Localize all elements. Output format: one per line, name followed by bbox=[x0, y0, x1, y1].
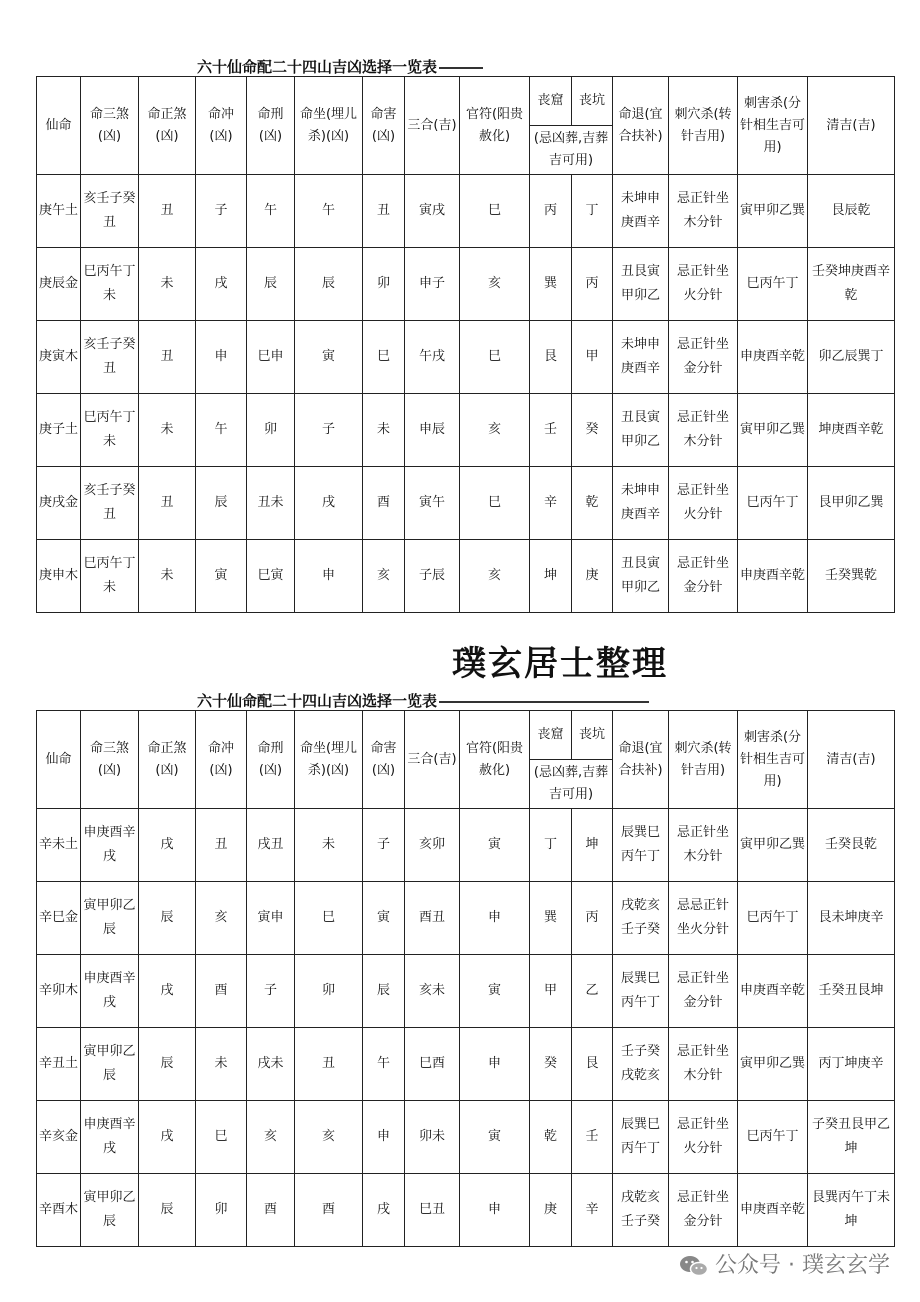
header-xianming: 仙命 bbox=[37, 77, 81, 175]
cell-cihaisha: 巳丙午丁 bbox=[738, 1101, 808, 1174]
header-minghai: 命害(凶) bbox=[363, 711, 405, 809]
cell-mingchong: 子 bbox=[196, 175, 247, 248]
cell-cixuesha: 忌正针坐金分针 bbox=[669, 540, 738, 613]
cell-mingzhengsha: 未 bbox=[139, 394, 196, 467]
cell-mingtui: 未坤申庚酉辛 bbox=[613, 467, 669, 540]
cell-qingji: 丙丁坤庚辛 bbox=[808, 1028, 895, 1101]
cell-cixuesha: 忌正针坐金分针 bbox=[669, 955, 738, 1028]
cell-xianming: 庚寅木 bbox=[37, 321, 81, 394]
cell-mingzuo: 酉 bbox=[295, 1174, 363, 1247]
cell-cihaisha: 巳丙午丁 bbox=[738, 248, 808, 321]
cell-xianming: 庚辰金 bbox=[37, 248, 81, 321]
cell-mingtui: 戌乾亥壬子癸 bbox=[613, 882, 669, 955]
cell-sangku: 庚 bbox=[530, 1174, 572, 1247]
cell-cihaisha: 寅甲卯乙巽 bbox=[738, 394, 808, 467]
cell-mingzhengsha: 戌 bbox=[139, 955, 196, 1028]
cell-cixuesha: 忌正针坐火分针 bbox=[669, 467, 738, 540]
cell-mingxing: 酉 bbox=[247, 1174, 295, 1247]
header-mingtui: 命退(宜合扶补) bbox=[613, 77, 669, 175]
table-row bbox=[37, 1174, 895, 1247]
cell-mingchong: 卯 bbox=[196, 1174, 247, 1247]
cell-guanfu: 申 bbox=[460, 1174, 530, 1247]
cell-guanfu: 申 bbox=[460, 1028, 530, 1101]
cell-minghai: 巳 bbox=[363, 321, 405, 394]
cell-guanfu: 巳 bbox=[460, 467, 530, 540]
cell-mingzhengsha: 丑 bbox=[139, 321, 196, 394]
cell-mingzuo: 辰 bbox=[295, 248, 363, 321]
cell-qingji: 壬癸巽乾 bbox=[808, 540, 895, 613]
cell-xianming: 庚申木 bbox=[37, 540, 81, 613]
cell-mingchong: 酉 bbox=[196, 955, 247, 1028]
cell-cihaisha: 申庚酉辛乾 bbox=[738, 321, 808, 394]
table2 bbox=[36, 710, 895, 1247]
cell-sangkeng: 壬 bbox=[572, 1101, 613, 1174]
table2-body bbox=[37, 809, 895, 1247]
cell-xianming: 辛酉木 bbox=[37, 1174, 81, 1247]
cell-cihaisha: 巳丙午丁 bbox=[738, 467, 808, 540]
cell-mingzuo: 巳 bbox=[295, 882, 363, 955]
cell-minghai: 未 bbox=[363, 394, 405, 467]
cell-minghai: 丑 bbox=[363, 175, 405, 248]
cell-mingtui: 未坤申庚酉辛 bbox=[613, 175, 669, 248]
cell-cixuesha: 忌正针坐木分针 bbox=[669, 394, 738, 467]
cell-sangku: 坤 bbox=[530, 540, 572, 613]
title-rule bbox=[439, 701, 649, 703]
cell-guanfu: 亥 bbox=[460, 394, 530, 467]
table-row bbox=[37, 467, 895, 540]
cell-mingxing: 戌未 bbox=[247, 1028, 295, 1101]
header-mingtui: 命退(宜合扶补) bbox=[613, 711, 669, 809]
cell-mingzuo: 丑 bbox=[295, 1028, 363, 1101]
cell-mingzuo: 卯 bbox=[295, 955, 363, 1028]
cell-sangkeng: 庚 bbox=[572, 540, 613, 613]
cell-sangku: 辛 bbox=[530, 467, 572, 540]
cell-mingchong: 辰 bbox=[196, 467, 247, 540]
cell-minghai: 申 bbox=[363, 1101, 405, 1174]
table1-title: 六十仙命配二十四山吉凶选择一览表 bbox=[197, 56, 483, 77]
header-sang-note: (忌凶葬,吉葬吉可用) bbox=[530, 126, 613, 175]
cell-sangkeng: 癸 bbox=[572, 394, 613, 467]
header-mingxing: 命刑(凶) bbox=[247, 77, 295, 175]
cell-sanhe: 卯未 bbox=[405, 1101, 460, 1174]
header-cixuesha: 刺穴杀(转针吉用) bbox=[669, 711, 738, 809]
cell-mingchong: 寅 bbox=[196, 540, 247, 613]
cell-mingsansha: 巳丙午丁未 bbox=[81, 248, 139, 321]
cell-xianming: 辛亥金 bbox=[37, 1101, 81, 1174]
cell-mingxing: 辰 bbox=[247, 248, 295, 321]
cell-sanhe: 寅戌 bbox=[405, 175, 460, 248]
cell-sangku: 丁 bbox=[530, 809, 572, 882]
header-guanfu: 官符(阳贵赦化) bbox=[460, 711, 530, 809]
header-qingji: 清吉(吉) bbox=[808, 711, 895, 809]
cell-cihaisha: 寅甲卯乙巽 bbox=[738, 175, 808, 248]
table1 bbox=[36, 76, 895, 613]
cell-mingsansha: 亥壬子癸丑 bbox=[81, 175, 139, 248]
cell-guanfu: 寅 bbox=[460, 1101, 530, 1174]
header-mingzhengsha: 命正煞(凶) bbox=[139, 711, 196, 809]
cell-guanfu: 亥 bbox=[460, 248, 530, 321]
cell-guanfu: 申 bbox=[460, 882, 530, 955]
cell-mingzhengsha: 戌 bbox=[139, 809, 196, 882]
title-rule bbox=[439, 67, 483, 69]
header-mingsansha: 命三煞(凶) bbox=[81, 711, 139, 809]
cell-sanhe: 巳丑 bbox=[405, 1174, 460, 1247]
cell-mingtui: 辰巽巳丙午丁 bbox=[613, 1101, 669, 1174]
cell-minghai: 辰 bbox=[363, 955, 405, 1028]
cell-cihaisha: 寅甲卯乙巽 bbox=[738, 1028, 808, 1101]
cell-mingzuo: 未 bbox=[295, 809, 363, 882]
header-sanhe: 三合(吉) bbox=[405, 711, 460, 809]
cell-mingzhengsha: 辰 bbox=[139, 882, 196, 955]
cell-cixuesha: 忌正针坐火分针 bbox=[669, 1101, 738, 1174]
cell-mingxing: 巳寅 bbox=[247, 540, 295, 613]
cell-sangkeng: 甲 bbox=[572, 321, 613, 394]
compiler-title: 璞玄居士整理 bbox=[452, 644, 668, 684]
cell-mingchong: 未 bbox=[196, 1028, 247, 1101]
cell-sangkeng: 丁 bbox=[572, 175, 613, 248]
cell-mingzhengsha: 辰 bbox=[139, 1028, 196, 1101]
cell-sanhe: 申辰 bbox=[405, 394, 460, 467]
cell-sangku: 癸 bbox=[530, 1028, 572, 1101]
cell-qingji: 子癸丑艮甲乙坤 bbox=[808, 1101, 895, 1174]
cell-mingxing: 巳申 bbox=[247, 321, 295, 394]
cell-mingxing: 戌丑 bbox=[247, 809, 295, 882]
header-guanfu: 官符(阳贵赦化) bbox=[460, 77, 530, 175]
table-row bbox=[37, 809, 895, 882]
cell-xianming: 辛未土 bbox=[37, 809, 81, 882]
cell-mingxing: 午 bbox=[247, 175, 295, 248]
cell-sanhe: 寅午 bbox=[405, 467, 460, 540]
cell-qingji: 艮辰乾 bbox=[808, 175, 895, 248]
cell-sanhe: 巳酉 bbox=[405, 1028, 460, 1101]
cell-qingji: 壬癸艮乾 bbox=[808, 809, 895, 882]
cell-xianming: 庚戌金 bbox=[37, 467, 81, 540]
header-qingji: 清吉(吉) bbox=[808, 77, 895, 175]
cell-minghai: 酉 bbox=[363, 467, 405, 540]
header-sangkeng: 丧坑 bbox=[572, 711, 613, 760]
cell-mingzhengsha: 丑 bbox=[139, 467, 196, 540]
cell-mingchong: 申 bbox=[196, 321, 247, 394]
cell-mingzhengsha: 戌 bbox=[139, 1101, 196, 1174]
header-mingchong: 命冲(凶) bbox=[196, 711, 247, 809]
cell-sangkeng: 辛 bbox=[572, 1174, 613, 1247]
cell-guanfu: 亥 bbox=[460, 540, 530, 613]
cell-mingzuo: 寅 bbox=[295, 321, 363, 394]
cell-cixuesha: 忌正针坐木分针 bbox=[669, 1028, 738, 1101]
cell-mingsansha: 巳丙午丁未 bbox=[81, 394, 139, 467]
header-sang-note: (忌凶葬,吉葬吉可用) bbox=[530, 760, 613, 809]
cell-sangku: 艮 bbox=[530, 321, 572, 394]
header-mingxing: 命刑(凶) bbox=[247, 711, 295, 809]
table-row bbox=[37, 248, 895, 321]
table1-body bbox=[37, 175, 895, 613]
cell-minghai: 寅 bbox=[363, 882, 405, 955]
cell-xianming: 庚子土 bbox=[37, 394, 81, 467]
cell-sangkeng: 坤 bbox=[572, 809, 613, 882]
cell-mingtui: 壬子癸戌乾亥 bbox=[613, 1028, 669, 1101]
cell-mingzhengsha: 未 bbox=[139, 248, 196, 321]
header-mingchong: 命冲(凶) bbox=[196, 77, 247, 175]
header-sanhe: 三合(吉) bbox=[405, 77, 460, 175]
table-row bbox=[37, 540, 895, 613]
cell-mingsansha: 巳丙午丁未 bbox=[81, 540, 139, 613]
cell-mingzhengsha: 未 bbox=[139, 540, 196, 613]
header-sangkeng: 丧坑 bbox=[572, 77, 613, 126]
cell-sangku: 巽 bbox=[530, 882, 572, 955]
cell-sangkeng: 乙 bbox=[572, 955, 613, 1028]
cell-cihaisha: 寅甲卯乙巽 bbox=[738, 809, 808, 882]
cell-mingxing: 子 bbox=[247, 955, 295, 1028]
cell-mingsansha: 亥壬子癸丑 bbox=[81, 321, 139, 394]
header-xianming: 仙命 bbox=[37, 711, 81, 809]
header-sangku: 丧窟 bbox=[530, 711, 572, 760]
header-cihaisha: 刺害杀(分针相生吉可用) bbox=[738, 711, 808, 809]
cell-mingzuo: 午 bbox=[295, 175, 363, 248]
cell-mingtui: 未坤申庚酉辛 bbox=[613, 321, 669, 394]
cell-sangkeng: 艮 bbox=[572, 1028, 613, 1101]
cell-cixuesha: 忌正针坐金分针 bbox=[669, 1174, 738, 1247]
cell-mingsansha: 寅甲卯乙辰 bbox=[81, 1174, 139, 1247]
cell-mingzuo: 子 bbox=[295, 394, 363, 467]
cell-guanfu: 巳 bbox=[460, 175, 530, 248]
cell-xianming: 辛卯木 bbox=[37, 955, 81, 1028]
cell-mingtui: 辰巽巳丙午丁 bbox=[613, 955, 669, 1028]
cell-mingxing: 寅申 bbox=[247, 882, 295, 955]
cell-mingsansha: 亥壬子癸丑 bbox=[81, 467, 139, 540]
cell-cihaisha: 申庚酉辛乾 bbox=[738, 955, 808, 1028]
watermark bbox=[679, 1248, 890, 1279]
cell-mingxing: 丑未 bbox=[247, 467, 295, 540]
table-row bbox=[37, 882, 895, 955]
cell-qingji: 卯乙辰巽丁 bbox=[808, 321, 895, 394]
wechat-icon bbox=[679, 1254, 709, 1278]
table-row bbox=[37, 175, 895, 248]
header-mingzuo: 命坐(埋儿杀)(凶) bbox=[295, 711, 363, 809]
cell-mingchong: 午 bbox=[196, 394, 247, 467]
cell-qingji: 壬癸坤庚酉辛乾 bbox=[808, 248, 895, 321]
header-cixuesha: 刺穴杀(转针吉用) bbox=[669, 77, 738, 175]
cell-mingchong: 亥 bbox=[196, 882, 247, 955]
cell-mingzhengsha: 丑 bbox=[139, 175, 196, 248]
header-mingsansha: 命三煞(凶) bbox=[81, 77, 139, 175]
cell-mingtui: 丑艮寅甲卯乙 bbox=[613, 248, 669, 321]
header-mingzhengsha: 命正煞(凶) bbox=[139, 77, 196, 175]
cell-qingji: 壬癸丑艮坤 bbox=[808, 955, 895, 1028]
table2-title: 六十仙命配二十四山吉凶选择一览表 bbox=[197, 690, 649, 711]
cell-cixuesha: 忌正针坐木分针 bbox=[669, 175, 738, 248]
cell-minghai: 戌 bbox=[363, 1174, 405, 1247]
header-minghai: 命害(凶) bbox=[363, 77, 405, 175]
cell-mingsansha: 寅甲卯乙辰 bbox=[81, 1028, 139, 1101]
cell-sangkeng: 乾 bbox=[572, 467, 613, 540]
cell-mingzuo: 亥 bbox=[295, 1101, 363, 1174]
cell-qingji: 艮巽丙午丁未坤 bbox=[808, 1174, 895, 1247]
cell-sangku: 巽 bbox=[530, 248, 572, 321]
cell-minghai: 午 bbox=[363, 1028, 405, 1101]
table-row bbox=[37, 321, 895, 394]
cell-sangkeng: 丙 bbox=[572, 248, 613, 321]
cell-cixuesha: 忌正针坐木分针 bbox=[669, 809, 738, 882]
cell-sanhe: 申子 bbox=[405, 248, 460, 321]
cell-sanhe: 酉丑 bbox=[405, 882, 460, 955]
cell-minghai: 卯 bbox=[363, 248, 405, 321]
cell-mingzhengsha: 辰 bbox=[139, 1174, 196, 1247]
table-row bbox=[37, 1101, 895, 1174]
cell-qingji: 艮甲卯乙巽 bbox=[808, 467, 895, 540]
header-sangku: 丧窟 bbox=[530, 77, 572, 126]
cell-cihaisha: 申庚酉辛乾 bbox=[738, 1174, 808, 1247]
cell-qingji: 艮未坤庚辛 bbox=[808, 882, 895, 955]
cell-cihaisha: 申庚酉辛乾 bbox=[738, 540, 808, 613]
cell-xianming: 辛丑土 bbox=[37, 1028, 81, 1101]
cell-sanhe: 子辰 bbox=[405, 540, 460, 613]
table-row bbox=[37, 1028, 895, 1101]
cell-mingsansha: 申庚酉辛戌 bbox=[81, 955, 139, 1028]
table-row bbox=[37, 955, 895, 1028]
cell-mingxing: 亥 bbox=[247, 1101, 295, 1174]
cell-mingtui: 戌乾亥壬子癸 bbox=[613, 1174, 669, 1247]
cell-mingchong: 戌 bbox=[196, 248, 247, 321]
cell-xianming: 庚午土 bbox=[37, 175, 81, 248]
table-row bbox=[37, 394, 895, 467]
cell-sanhe: 午戌 bbox=[405, 321, 460, 394]
cell-mingtui: 丑艮寅甲卯乙 bbox=[613, 394, 669, 467]
cell-minghai: 子 bbox=[363, 809, 405, 882]
cell-guanfu: 寅 bbox=[460, 955, 530, 1028]
cell-mingtui: 丑艮寅甲卯乙 bbox=[613, 540, 669, 613]
watermark-text: 公众号 · 璞玄玄学 bbox=[715, 1253, 890, 1278]
cell-cixuesha: 忌忌正针坐火分针 bbox=[669, 882, 738, 955]
cell-sanhe: 亥卯 bbox=[405, 809, 460, 882]
cell-sangku: 丙 bbox=[530, 175, 572, 248]
cell-sangku: 乾 bbox=[530, 1101, 572, 1174]
cell-mingchong: 丑 bbox=[196, 809, 247, 882]
cell-sangku: 甲 bbox=[530, 955, 572, 1028]
cell-mingzuo: 戌 bbox=[295, 467, 363, 540]
cell-mingxing: 卯 bbox=[247, 394, 295, 467]
header-mingzuo: 命坐(埋儿杀)(凶) bbox=[295, 77, 363, 175]
cell-mingsansha: 申庚酉辛戌 bbox=[81, 809, 139, 882]
cell-mingsansha: 申庚酉辛戌 bbox=[81, 1101, 139, 1174]
cell-cihaisha: 巳丙午丁 bbox=[738, 882, 808, 955]
cell-qingji: 坤庚酉辛乾 bbox=[808, 394, 895, 467]
cell-xianming: 辛巳金 bbox=[37, 882, 81, 955]
cell-guanfu: 寅 bbox=[460, 809, 530, 882]
cell-sanhe: 亥未 bbox=[405, 955, 460, 1028]
cell-mingchong: 巳 bbox=[196, 1101, 247, 1174]
cell-sangkeng: 丙 bbox=[572, 882, 613, 955]
cell-minghai: 亥 bbox=[363, 540, 405, 613]
cell-sangku: 壬 bbox=[530, 394, 572, 467]
cell-cixuesha: 忌正针坐火分针 bbox=[669, 248, 738, 321]
cell-mingzuo: 申 bbox=[295, 540, 363, 613]
cell-mingsansha: 寅甲卯乙辰 bbox=[81, 882, 139, 955]
cell-guanfu: 巳 bbox=[460, 321, 530, 394]
cell-cixuesha: 忌正针坐金分针 bbox=[669, 321, 738, 394]
cell-mingtui: 辰巽巳丙午丁 bbox=[613, 809, 669, 882]
header-cihaisha: 刺害杀(分针相生吉可用) bbox=[738, 77, 808, 175]
